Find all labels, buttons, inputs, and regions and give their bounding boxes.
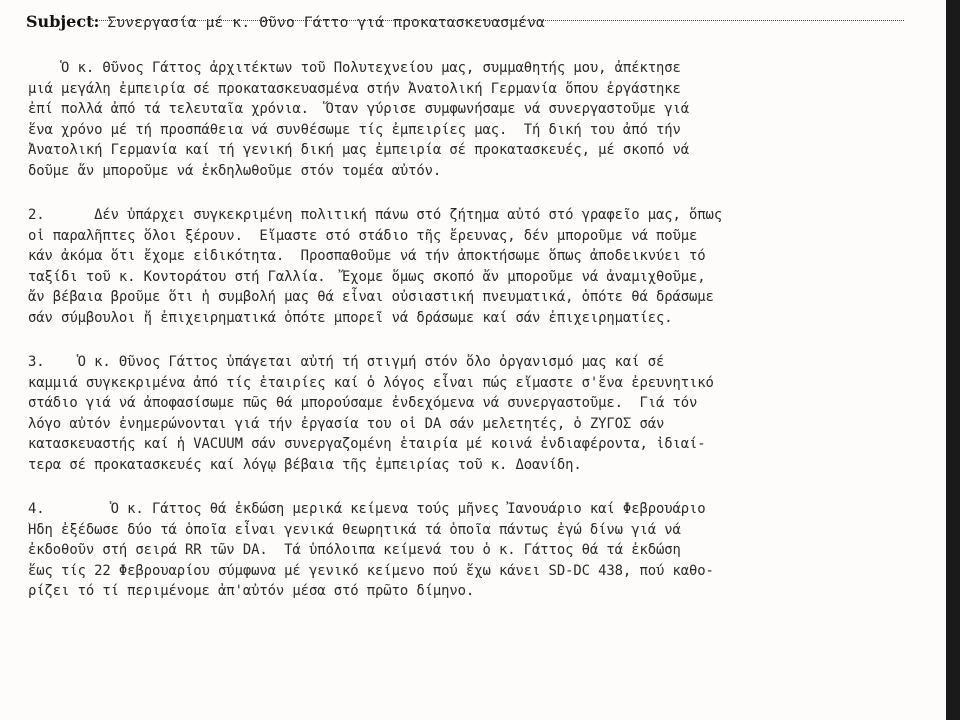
subject-underline — [92, 20, 904, 21]
subject-line — [26, 12, 906, 38]
text-line: ἐπί πολλά ἀπό τά τελευταῖα χρόνια. Ὅταν γύρισε συμφωνήσαμε νά συνεργαστοῦμε γιά — [28, 101, 690, 117]
text-line: κάν ἀκόμα ὅτι ἔχομε εἰδικότητα. Προσπαθοῦμε νά τήν ἀποκτήσωμε ὅπως ἀποδεικνύει τό — [28, 248, 706, 264]
subject-text: Συνεργασία μέ κ. Θῦνο Γάττο γιά προκατασκευασμένα — [107, 15, 545, 31]
text-line: Ἤδη ἐξέδωσε δύο τά ὁποῖα εἶναι γενικά θεωρητικά τά ὁποῖα πάντως ἐγώ δίνω γιά νά — [28, 521, 681, 538]
text-line: ἐκδοθοῦν στή σειρά RR τῶν DA. Τά ὑπόλοιπα κείμενά του ὁ κ. Γάττος θά τά ἐκδώση — [28, 542, 681, 558]
text-line: δοῦμε ἄν μποροῦμε νά ἐκδηλωθοῦμε στόν τομέα αὐτόν. — [28, 162, 442, 179]
text-line: τερα σέ προκατασκευές καί λόγῳ βέβαια τῆς ἐμπειρίας τοῦ κ. Δοανίδη. — [28, 456, 582, 473]
text-line: ἕνα χρόνο μέ τή προσπάθεια νά συνθέσωμε τίς ἐμπειρίες μας. Τή δική του ἀπό τήν — [28, 121, 681, 138]
subject-label: Subject: — [26, 12, 100, 31]
memo-body — [28, 58, 940, 626]
text-line: ἄν βέβαια βροῦμε ὅτι ἡ συμβολή μας θά εἶναι οὐσιαστική πνευματικά, ὁπότε θά δράσωμε — [28, 289, 714, 305]
text-line: μιά μεγάλη ἐμπειρία σέ προκατασκευασμένα στήν Ἀνατολική Γερμανία ὅπου ἐργάστηκε — [28, 80, 681, 97]
paragraph-4 — [28, 499, 940, 602]
text-line: 4. Ὁ κ. Γάττος θά ἐκδώση μερικά κείμενα τούς μῆνες Ἰανουάριο καί Φεβρουάριο — [28, 501, 706, 517]
text-line: Ὁ κ. Θῦνος Γάττος ἀρχιτέκτων τοῦ Πολυτεχνείου μας, συμμαθητής μου, ἀπέκτησε — [28, 60, 681, 76]
text-line: ἕως τίς 22 Φεβρουαρίου σύμφωνα μέ γενικό κείμενο πού ἔχω κάνει SD-DC 438, πού καθο- — [28, 562, 714, 579]
scan-edge-shadow — [946, 0, 960, 720]
paragraph-2 — [28, 205, 940, 328]
text-line: Ἀνατολική Γερμανία καί τή γενική δική μας ἐμπειρία σέ προκατασκευές, μέ σκοπό νά — [28, 142, 690, 158]
text-line: ρίζει τό τί περιμένομε ἀπ'αὐτόν μέσα στό πρῶτο δίμηνο. — [28, 583, 475, 599]
text-line: ταξίδι τοῦ κ. Κοντοράτου στή Γαλλία. Ἔχομε ὅμως σκοπό ἄν μποροῦμε νά ἀναμιχθοῦμε, — [28, 268, 706, 285]
text-line: σάν σύμβουλοι ἤ ἐπιχειρηματικά ὁπότε μπορεῖ νά δράσωμε καί σάν ἐπιχειρηματίες. — [28, 309, 673, 326]
text-line: λόγο αὐτόν ἐνημερώνονται γιά τήν ἐργασία του οἱ DA σάν μελετητές, ὁ ΖΥΓΟΣ σάν — [28, 415, 665, 432]
text-line: οἱ παραλῆπτες ὅλοι ξέρουν. Εἴμαστε στό στάδιο τῆς ἔρευνας, δέν μποροῦμε νά ποῦμε — [28, 227, 698, 244]
text-line: 2. Δέν ὑπάρχει συγκεκριμένη πολιτική πάνω στό ζήτημα αὐτό στό γραφεῖο μας, ὅπως — [28, 207, 723, 223]
text-line: κατασκευαστής καί ἡ VACUUM σάν συνεργαζομένη ἑταιρία μέ κοινά ἐνδιαφέροντα, ἰδιαί- — [28, 436, 706, 452]
text-line: 3. Ὁ κ. Θῦνος Γάττος ὑπάγεται αὐτή τή στιγμή στόν ὅλο ὀργανισμό μας καί σέ — [28, 354, 665, 370]
paragraph-3 — [28, 352, 940, 475]
text-line: καμμιά συγκεκριμένα ἀπό τίς ἑταιρίες καί ὁ λόγος εἶναι πώς εἴμαστε σ'ἕνα ἐρευνητικό — [28, 374, 714, 391]
text-line: στάδιο γιά νά ἀποφασίσωμε πῶς θά μπορούσαμε ἐνδεχόμενα νά συνεργαστοῦμε. Γιά τόν — [28, 395, 698, 411]
paragraph-1 — [28, 58, 940, 181]
